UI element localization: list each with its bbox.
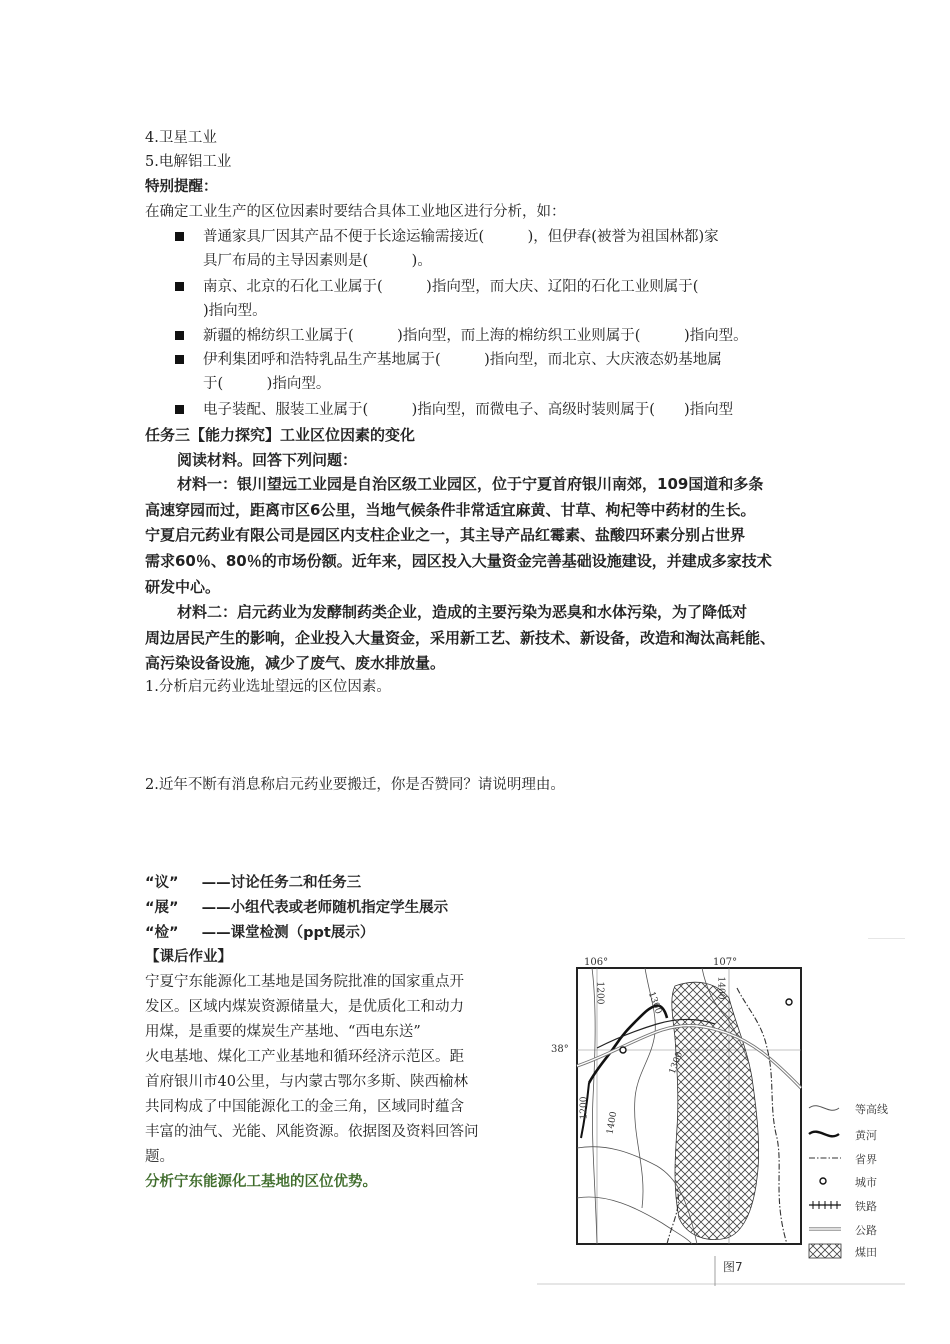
- homework-question: 分析宁东能源化工基地的区位优势。: [145, 1174, 377, 1190]
- item-aluminum-industry: 5.电解铝工业: [145, 154, 232, 170]
- bullet-icon: [175, 282, 184, 291]
- contour-label: 1400: [715, 976, 726, 1000]
- bullet-icon: [175, 331, 184, 340]
- material1-line-4: 需求60％、80％的市场份额。近年来，园区投入大量资金完善基础设施建设，并建成多家技术: [145, 552, 772, 570]
- material2-line-3: 高污染设备设施，减少了废气、废水排放量。: [145, 654, 446, 672]
- bullet-1-line-1: 普通家具厂因其产品不便于长途运输需接近( )，但伊春(被誉为祖国林都)家: [203, 229, 719, 245]
- legend-contour-symbol: [809, 1106, 839, 1111]
- legend-highway: 公路: [855, 1224, 877, 1237]
- step-discuss-label: “议”: [145, 875, 179, 891]
- homework-line-3: 用煤，是重要的煤炭生产基地、“西电东送”: [145, 1024, 421, 1040]
- figure-caption: 图7: [723, 1260, 743, 1274]
- task3-instruction: 阅读材料。回答下列问题：: [177, 451, 358, 469]
- homework-line-4: 火电基地、煤化工产业基地和循环经济示范区。距: [145, 1049, 464, 1065]
- bullet-4-line-2: 于( )指向型。: [203, 376, 331, 392]
- bullet-2-line-1: 南京、北京的石化工业属于( )指向型，而大庆、辽阳的石化工业则属于(: [203, 279, 699, 295]
- reminder-intro: 在确定工业生产的区位因素时要结合具体工业地区进行分析，如：: [145, 204, 566, 220]
- item-satellite-industry: 4.卫星工业: [145, 130, 217, 146]
- homework-title: 【课后作业】: [145, 949, 232, 965]
- step-discuss: [145, 871, 361, 895]
- material1-line-3: 宁夏启元药业有限公司是园区内支柱企业之一，其主导产品红霉素、盐酸四环素分别占世界: [145, 526, 746, 544]
- legend-yellow-river: 黄河: [855, 1129, 877, 1142]
- legend-provincial-boundary: 省界: [855, 1153, 877, 1166]
- homework-line-7: 丰富的油气、光能、风能资源。依据图及资料回答问: [145, 1124, 479, 1140]
- step-check-label: “检”: [145, 925, 179, 941]
- step-check: [145, 921, 374, 945]
- bullet-icon: [175, 232, 184, 241]
- step-check-text: ——课堂检测（ppt展示）: [201, 925, 375, 941]
- question-2: 2.近年不断有消息称启元药业要搬迁，你是否赞同？请说明理由。: [145, 777, 565, 793]
- homework-line-6: 共同构成了中国能源化工的金三角，区域同时蕴含: [145, 1099, 464, 1115]
- material1-line-5: 研发中心。: [145, 578, 221, 596]
- map-figure: [537, 938, 905, 1288]
- homework-line-5: 首府银川市40公里，与内蒙古鄂尔多斯、陕西榆林: [145, 1074, 468, 1090]
- contour-label: 1400: [605, 1110, 620, 1136]
- bullet-1-line-2: 具厂布局的主导因素则是( )。: [203, 253, 432, 269]
- lat-label-38: 38°: [551, 1044, 569, 1055]
- legend-city-symbol: [820, 1178, 826, 1184]
- contour-label: 1300: [667, 1050, 686, 1076]
- city-marker: [786, 999, 792, 1005]
- step-show: [145, 896, 448, 920]
- lon-label-106: 106°: [584, 957, 609, 968]
- city-marker: [620, 1047, 626, 1053]
- legend-coal-symbol: [809, 1244, 841, 1258]
- bullet-icon: [175, 355, 184, 364]
- task3-title: 任务三【能力探究】工业区位因素的变化: [145, 426, 416, 444]
- legend-city: 城市: [855, 1176, 877, 1189]
- legend-river-symbol: [809, 1132, 839, 1137]
- bullet-4-line-1: 伊利集团呼和浩特乳品生产基地属于( )指向型，而北京、大庆液态奶基地属: [203, 352, 722, 368]
- bullet-5-line-1: 电子装配、服装工业属于( )指向型，而微电子、高级时装则属于( )指向型: [203, 402, 734, 418]
- contour-label: 1200: [594, 981, 605, 1005]
- contour-label: 1300: [645, 990, 664, 1016]
- bullet-2-line-2: )指向型。: [203, 303, 267, 319]
- material1-line-2: 高速穿园而过，距离市区6公里，当地气候条件非常适宜麻黄、甘草、枸杞等中药材的生长。: [145, 501, 756, 519]
- step-discuss-text: ——讨论任务二和任务三: [201, 875, 362, 891]
- homework-line-2: 发区。区域内煤炭资源储量大，是优质化工和动力: [145, 999, 464, 1015]
- homework-line-1: 宁夏宁东能源化工基地是国务院批准的国家重点开: [145, 974, 464, 990]
- legend-coal-field: 煤田: [855, 1246, 877, 1259]
- bullet-3-line-1: 新疆的棉纺织工业属于( )指向型，而上海的棉纺织工业则属于( )指向型。: [203, 328, 748, 344]
- contour-label: 1200: [579, 1096, 590, 1120]
- legend-contour: 等高线: [855, 1103, 888, 1116]
- step-show-text: ——小组代表或老师随机指定学生展示: [201, 900, 449, 916]
- reminder-title: 特别提醒：: [145, 179, 218, 195]
- material2-line-1: 材料二：启元药业为发酵制药类企业，造成的主要污染为恶臭和水体污染，为了降低对: [177, 603, 748, 621]
- lon-label-107: 107°: [713, 957, 738, 968]
- homework-line-8: 题。: [145, 1149, 174, 1165]
- material2-line-2: 周边居民产生的影响，企业投入大量资金，采用新工艺、新技术、新设备，改造和淘汰高耗能、: [145, 629, 776, 647]
- step-show-label: “展”: [145, 900, 179, 916]
- bullet-icon: [175, 405, 184, 414]
- question-1: 1.分析启元药业选址望远的区位因素。: [145, 679, 391, 695]
- legend-railway: 铁路: [855, 1200, 877, 1213]
- material1-line-1: 材料一：银川望远工业园是自治区级工业园区，位于宁夏首府银川南郊，109国道和多条: [177, 475, 764, 493]
